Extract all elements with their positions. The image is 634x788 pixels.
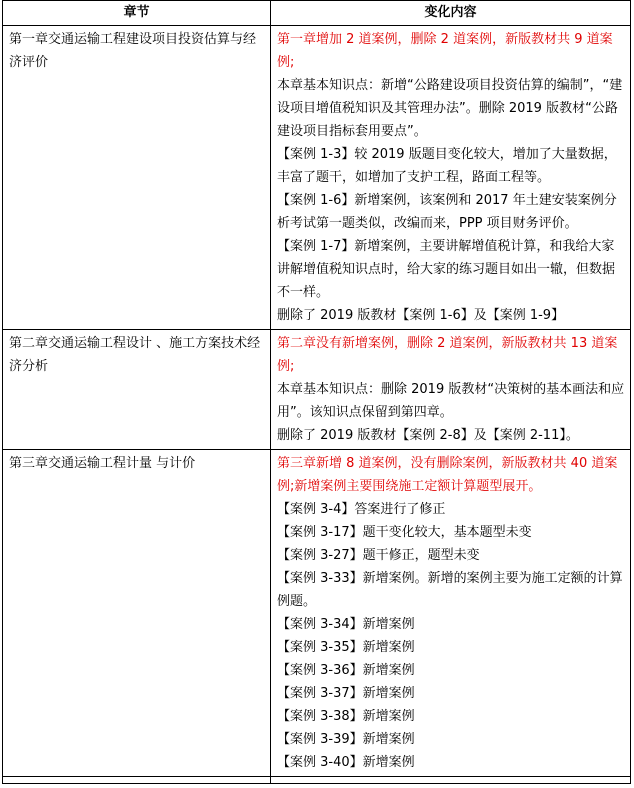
change-detail: 【案例 1-3】较 2019 版题目变化较大，增加了大量数据，丰富了题干，如增加了支护工程，路面工程等。	[277, 147, 617, 185]
changes-cell	[271, 450, 631, 777]
table-row	[3, 450, 631, 777]
change-detail: 【案例 3-37】新增案例	[277, 686, 415, 701]
change-detail: 【案例 1-6】新增案例，该案例和 2017 年土建安装案例分析考试第一题类似，改编而来，PPP 项目财务评价。	[277, 193, 617, 231]
change-detail: 本章基本知识点：新增“公路建设项目投资估算的编制”，“建设项目增值税知识及其管理办法”。删除 2019 版教材“公路建设项目指标套用要点”。	[277, 78, 623, 139]
change-detail: 【案例 3-17】题干变化较大，基本题型未变	[277, 525, 532, 540]
chapter-cell: 第三章交通运输工程计量 与计价	[3, 450, 271, 777]
header-chapter: 章节	[3, 1, 271, 26]
change-detail: 【案例 3-39】新增案例	[277, 732, 415, 747]
change-detail: 【案例 1-7】新增案例，主要讲解增值税计算，和我给大家讲解增值税知识点时，给大家的练习题目如出一辙，但数据不一样。	[277, 239, 616, 300]
table-row-partial	[3, 777, 631, 784]
document	[2, 0, 630, 784]
change-detail: 【案例 3-35】新增案例	[277, 640, 415, 655]
change-summary: 第三章新增 8 道案例，没有删除案例，新版教材共 40 道案例;新增案例主要围绕施工定额计算题型展开。	[277, 456, 618, 494]
header-row	[3, 1, 631, 26]
change-detail: 【案例 3-34】新增案例	[277, 617, 415, 632]
change-detail: 【案例 3-27】题干修正，题型未变	[277, 548, 480, 563]
change-detail: 【案例 3-38】新增案例	[277, 709, 415, 724]
table-row	[3, 26, 631, 330]
change-detail: 【案例 3-40】新增案例	[277, 755, 415, 770]
change-summary: 第二章没有新增案例，删除 2 道案例，新版教材共 13 道案例;	[277, 336, 618, 374]
table-row	[3, 330, 631, 450]
chapter-cell: 第二章交通运输工程设计 、施工方案技术经济分析	[3, 330, 271, 450]
chapter-cell: 第一章交通运输工程建设项目投资估算与经济评价	[3, 26, 271, 330]
change-detail: 删除了 2019 版教材【案例 1-6】及【案例 1-9】	[277, 308, 565, 323]
changes-cell-empty	[271, 777, 631, 784]
change-detail: 【案例 3-4】答案进行了修正	[277, 502, 446, 517]
change-detail: 【案例 3-33】新增案例。新增的案例主要为施工定额的计算例题。	[277, 571, 623, 609]
changes-table	[2, 0, 631, 784]
chapter-cell-empty	[3, 777, 271, 784]
change-summary: 第一章增加 2 道案例，删除 2 道案例，新版教材共 9 道案例;	[277, 32, 613, 70]
changes-cell	[271, 330, 631, 450]
changes-cell	[271, 26, 631, 330]
change-detail: 本章基本知识点：删除 2019 版教材“决策树的基本画法和应用”。该知识点保留到第四章。	[277, 382, 625, 420]
change-detail: 删除了 2019 版教材【案例 2-8】及【案例 2-11】。	[277, 428, 579, 443]
header-changes: 变化内容	[271, 1, 631, 26]
change-detail: 【案例 3-36】新增案例	[277, 663, 415, 678]
